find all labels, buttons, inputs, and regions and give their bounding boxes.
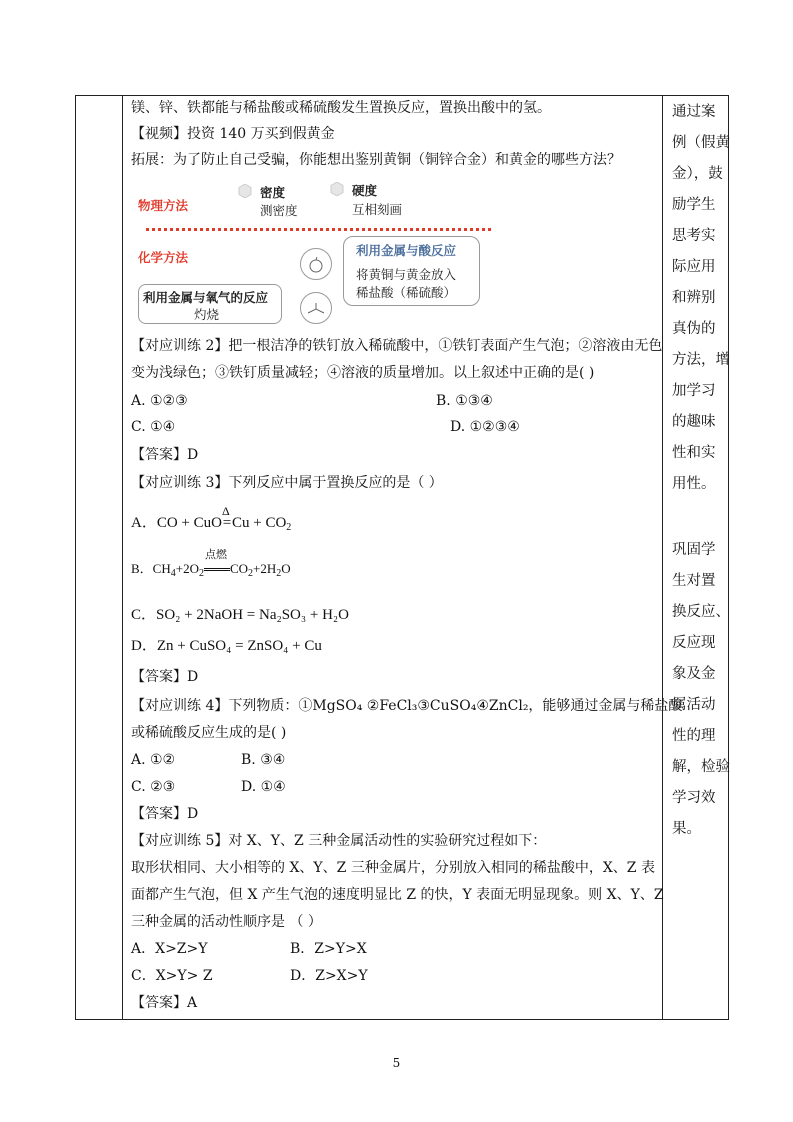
ignite-condition: 点燃	[204, 549, 227, 561]
q4-option-c: C. ②③	[131, 779, 176, 795]
page-number: 5	[392, 1056, 401, 1070]
side-note-line: 真伪的	[672, 321, 716, 337]
side-note-line: 金），鼓	[672, 166, 723, 182]
hexagon-icon	[330, 182, 344, 196]
side-note-line: 和辨别	[672, 290, 716, 306]
q3-stem: 【对应训练 3】下列反应中属于置换反应的是（ ）	[131, 475, 443, 491]
q4-answer: 【答案】D	[131, 806, 199, 822]
side-note-line: 象及金	[672, 666, 716, 682]
subscript: 2	[286, 522, 292, 533]
book-icon	[300, 292, 332, 324]
chemical-method-label: 化学方法	[138, 250, 189, 265]
side-note-line: 果。	[672, 821, 701, 837]
side-note-line: 加学习	[672, 383, 716, 399]
q5-option-b: B．Z>Y>X	[290, 941, 367, 957]
oxygen-reaction-bubble	[138, 284, 282, 324]
q4-stem-2: 或稀硫酸反应生成的是( )	[131, 725, 287, 741]
side-note-line: 的趣味	[672, 414, 716, 430]
side-note-line: 学习效	[672, 790, 716, 806]
q3-answer: 【答案】D	[131, 669, 199, 685]
q5-option-a: A．X>Z>Y	[131, 941, 208, 957]
q3-option-a: A．CO + CuO= Δ $Cu + CO_2$	[131, 504, 292, 533]
q3-option-a-products: Cu + CO	[231, 515, 287, 531]
q5-stem: 【对应训练 5】对 X、Y、Z 三种金属活动性的实验研究过程如下：	[131, 833, 547, 849]
side-note-line: 例（假黄	[672, 135, 730, 151]
formula-part: +2O	[175, 561, 199, 576]
oxygen-reaction-title: 利用金属与氧气的反应	[143, 290, 269, 305]
density-title: 密度	[260, 185, 286, 200]
dotted-divider	[146, 228, 491, 231]
hexagon-icon	[238, 184, 252, 198]
q5-body-3: 三种金属的活动性顺序是 （ ）	[131, 914, 322, 930]
q2-option-c: C. ①④	[131, 419, 176, 435]
side-note-line: 用性。	[672, 476, 716, 492]
side-note-line: 思考实	[672, 228, 716, 244]
formula-part: +2H	[253, 561, 277, 576]
acid-reaction-bubble	[343, 236, 480, 306]
q2-option-b: B. ①③④	[436, 393, 493, 409]
q4-option-d: D. ①④	[241, 779, 286, 795]
q2-answer: 【答案】D	[131, 447, 199, 463]
table-column-divider	[122, 96, 123, 1019]
physical-method-label: 物理方法	[138, 198, 189, 213]
side-note-line: 巩固学	[672, 542, 716, 558]
side-note-line: 换反应、	[672, 604, 730, 620]
q5-body-2: 面都产生气泡，但 X 产生气泡的速度明显比 Z 的快，Y 表面无明显现象。则 X、Y、Z	[131, 887, 664, 903]
side-note-line: 际应用	[672, 259, 716, 275]
q2-stem-2: 变为浅绿色；③铁钉质量减轻；④溶液的质量增加。以上叙述中正确的是( )	[131, 365, 595, 381]
hardness-desc: 互相刻画	[352, 202, 403, 217]
q2-option-a: A. ①②③	[131, 393, 188, 409]
oxygen-reaction-desc: 灼烧	[194, 307, 220, 322]
heat-symbol: Δ	[221, 504, 230, 518]
side-note-line: 反应现	[672, 635, 716, 651]
q3-option-d: D．Zn + CuSO₄ = ZnSO₄ + Cu	[131, 638, 322, 654]
q5-answer: 【答案】A	[131, 995, 198, 1011]
subscript: 2	[276, 568, 282, 579]
side-note-line: 方法，增	[672, 352, 730, 368]
subscript: 2	[198, 568, 204, 579]
q4-option-b: B. ③④	[241, 752, 286, 768]
acid-reaction-desc-2: 稀盐酸（稀硫酸）	[356, 285, 457, 300]
side-note-line: 性的理	[672, 728, 716, 744]
side-note-line: 励学生	[672, 197, 716, 213]
q3-option-b	[131, 549, 291, 583]
apple-icon	[300, 248, 332, 280]
acid-reaction-title: 利用金属与酸反应	[356, 243, 457, 258]
hardness-title: 硬度	[352, 183, 378, 198]
q5-option-d: D．Z>X>Y	[290, 968, 368, 984]
q2-stem-1: 【对应训练 2】把一根洁净的铁钉放入稀硫酸中，①铁钉表面产生气泡；②溶液由无色	[131, 338, 663, 354]
density-desc: 测密度	[260, 203, 298, 218]
formula-part: O	[281, 561, 291, 576]
q3-option-a-reactants: CO + CuO	[156, 515, 222, 531]
extend-line: 拓展：为了防止自己受骗，你能想出鉴别黄铜（铜锌合金）和黄金的哪些方法？	[131, 152, 621, 168]
intro-line: 镁、锌、铁都能与稀盐酸或稀硫酸发生置换反应，置换出酸中的氢。	[131, 100, 551, 116]
q2-option-d: D. ①②③④	[450, 419, 520, 435]
q3-option-b-prefix: B．CH	[131, 561, 171, 576]
identification-methods-diagram	[138, 184, 658, 324]
side-note-line: 属活动	[672, 697, 716, 713]
subscript: 2	[248, 568, 254, 579]
table-column-divider	[662, 96, 663, 1019]
q5-body-1: 取形状相同、大小相等的 X、Y、Z 三种金属片，分别放入相同的稀盐酸中，X、Z 表	[131, 860, 655, 876]
q4-stem-1: 【对应训练 4】下列物质：①MgSO₄ ②FeCl₃③CuSO₄④ZnCl₂，能够通过金属与稀盐酸	[131, 698, 683, 714]
video-line: 【视频】投资 140 万买到假黄金	[131, 126, 335, 142]
side-note-line: 性和实	[672, 445, 716, 461]
q3-option-c: C．SO₂ + 2NaOH = Na₂SO₃ + H₂O	[131, 607, 349, 623]
side-note-line: 生对置	[672, 573, 716, 589]
formula-part: CO	[229, 561, 249, 576]
subscript: 4	[170, 568, 176, 579]
q3-option-a-prefix: A．	[131, 515, 157, 531]
q5-option-c: C．X>Y> Z	[131, 968, 213, 984]
acid-reaction-desc-1: 将黄铜与黄金放入	[356, 267, 457, 282]
lesson-table	[75, 95, 729, 1020]
side-note-line: 解，检验	[672, 759, 730, 775]
q4-option-a: A. ①②	[131, 752, 176, 768]
side-note-line: 通过案	[672, 104, 716, 120]
